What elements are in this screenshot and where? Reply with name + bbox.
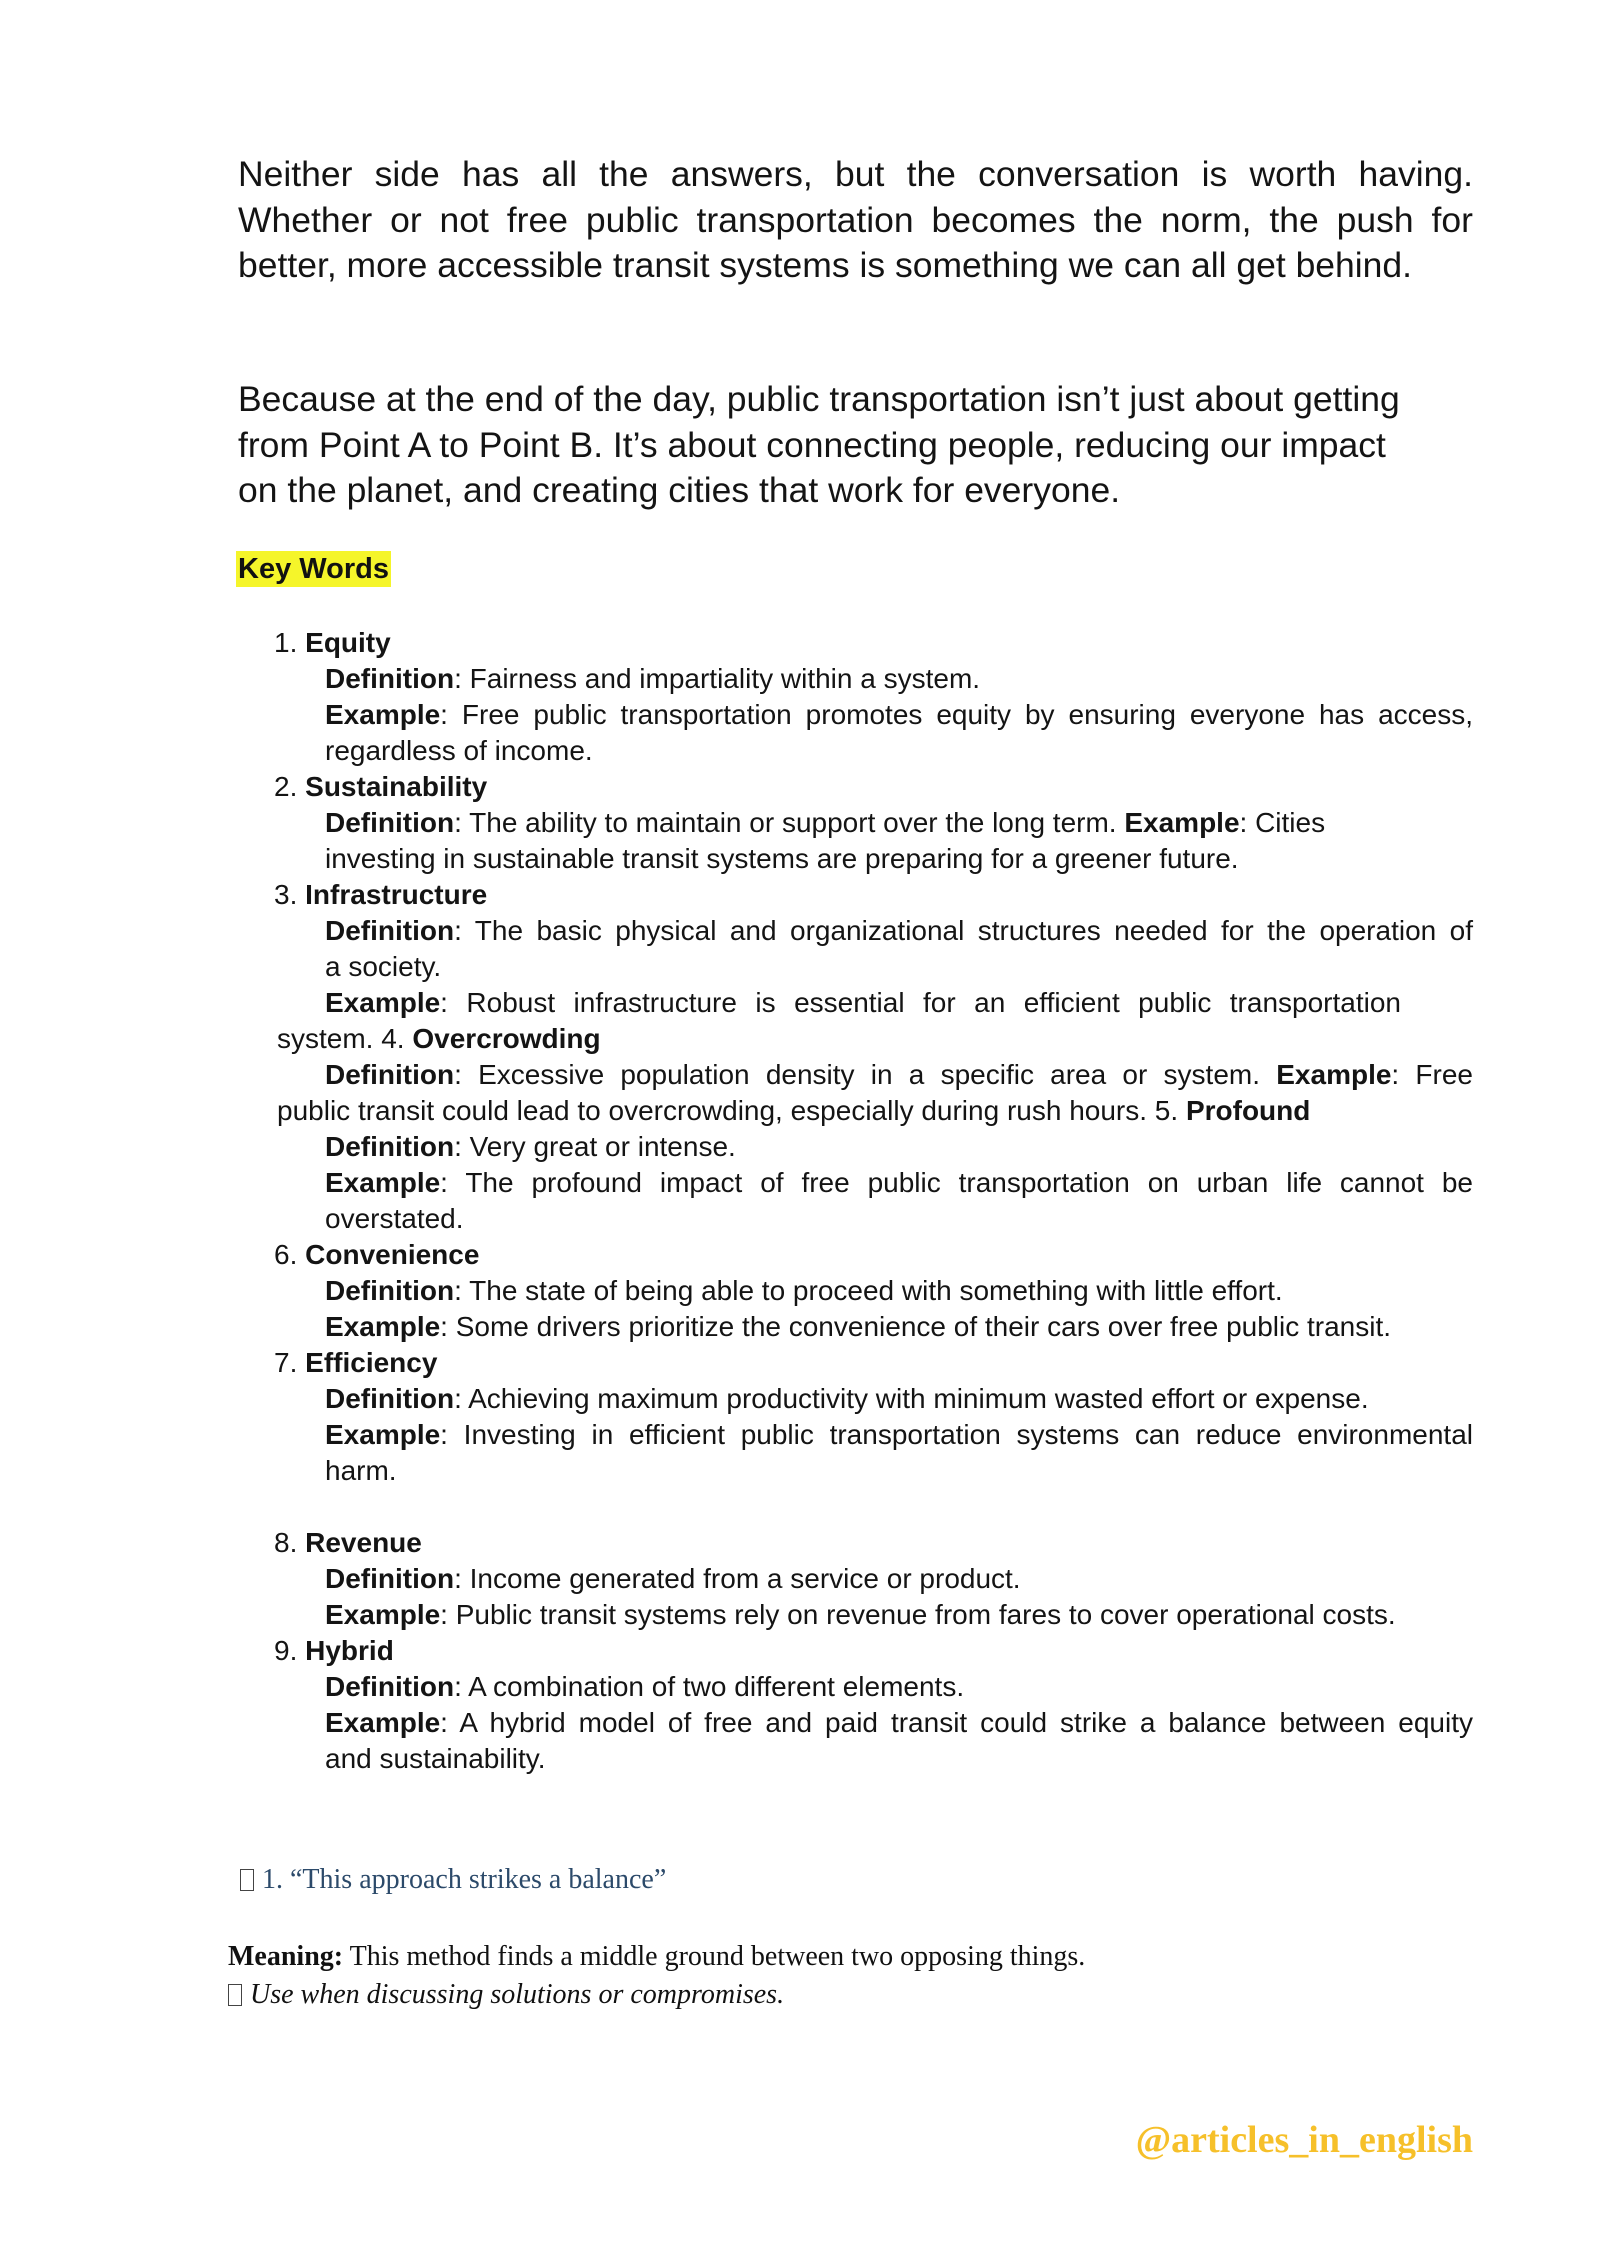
term: Sustainability xyxy=(305,771,488,802)
watermark: @articles_in_english xyxy=(1135,2119,1473,2161)
phrase-meaning: Meaning: This method finds a middle ground between two opposing things. xyxy=(228,1941,1086,1972)
example-line-cont: regardless of income. xyxy=(325,735,593,766)
list-item-profound: public transit could lead to overcrowding, especially during rush hours. 5. Profound xyxy=(277,1095,1311,1126)
term: Overcrowding xyxy=(412,1023,601,1054)
box-glyph-icon xyxy=(228,1984,242,2006)
example-line-cont: and sustainability. xyxy=(325,1743,546,1774)
example-line: Example: Free public transportation promotes equity by ensuring everyone has access, xyxy=(325,699,1473,730)
box-glyph-icon xyxy=(240,1869,254,1891)
list-item-efficiency: 7. Efficiency xyxy=(274,1347,438,1378)
paragraph-line: Because at the end of the day, public transportation isn’t just about getting xyxy=(238,379,1400,419)
example-line-cont: harm. xyxy=(325,1455,397,1486)
list-item-hybrid: 9. Hybrid xyxy=(274,1635,394,1666)
list-item-sustainability: 2. Sustainability xyxy=(274,771,488,802)
example-line: Example: Public transit systems rely on revenue from fares to cover operational costs. xyxy=(325,1599,1396,1630)
example-line-cont: overstated. xyxy=(325,1203,464,1234)
term: Revenue xyxy=(305,1527,422,1558)
list-item-convenience: 6. Convenience xyxy=(274,1239,480,1270)
key-words-heading: Key Words xyxy=(238,553,389,585)
term: Profound xyxy=(1185,1095,1311,1126)
definition-line-cont: a society. xyxy=(325,951,442,982)
definition-line: Definition: A combination of two different elements. xyxy=(325,1671,965,1702)
term: Equity xyxy=(305,627,391,658)
term: Hybrid xyxy=(305,1635,394,1666)
example-line: Example: Investing in efficient public transportation systems can reduce environmental xyxy=(325,1419,1473,1450)
term: Efficiency xyxy=(305,1347,438,1378)
paragraph-line: on the planet, and creating cities that work for everyone. xyxy=(238,470,1121,510)
list-item-revenue: 8. Revenue xyxy=(274,1527,422,1558)
definition-line: Definition: Achieving maximum productivity with minimum wasted effort or expense. xyxy=(325,1383,1369,1414)
example-line: Example: A hybrid model of free and paid transit could strike a balance between equity xyxy=(325,1707,1473,1738)
phrase-usage: Use when discussing solutions or compromises. xyxy=(228,1976,784,2014)
example-line-cont: investing in sustainable transit systems are preparing for a greener future. xyxy=(325,843,1239,874)
definition-line: Definition: Very great or intense. xyxy=(325,1131,736,1162)
list-item-equity: 1. Equity xyxy=(274,627,391,658)
meaning-label: Meaning: xyxy=(228,1941,344,1972)
term: Convenience xyxy=(305,1239,480,1270)
definition-line: Definition: The ability to maintain or support over the long term. Example: Cities xyxy=(325,807,1326,838)
paragraph-line: from Point A to Point B. It’s about connecting people, reducing our impact xyxy=(238,424,1386,465)
term: Infrastructure xyxy=(305,879,488,910)
definition-line: Definition: Excessive population density in a specific area or system. Example: Free xyxy=(325,1059,1473,1090)
example-line: Example: The profound impact of free public transportation on urban life cannot be xyxy=(325,1167,1473,1198)
example-line: Example: Some drivers prioritize the convenience of their cars over free public transit. xyxy=(325,1311,1392,1342)
definition-line: Definition: Income generated from a service or product. xyxy=(325,1563,1021,1594)
definition-line: Definition: The basic physical and organizational structures needed for the operation of xyxy=(325,915,1473,946)
definition-line: Definition: Fairness and impartiality within a system. xyxy=(325,663,981,694)
closing-paragraph-1: Neither side has all the answers, but the conversation is worth having. Whether or not free public transportation becomes the norm, the push for better, more accessible transit systems is something we can all get behind. xyxy=(238,154,1473,285)
example-line: Example: Robust infrastructure is essential for an efficient public transportation xyxy=(325,987,1401,1018)
definition-line: Definition: The state of being able to proceed with something with little effort. xyxy=(325,1275,1283,1306)
list-item-overcrowding: system. 4. Overcrowding xyxy=(277,1023,601,1054)
closing-paragraph-2 xyxy=(238,377,1473,514)
list-item-infrastructure: 3. Infrastructure xyxy=(274,879,488,910)
phrase-title: 1. “This approach strikes a balance” xyxy=(240,1862,666,1898)
